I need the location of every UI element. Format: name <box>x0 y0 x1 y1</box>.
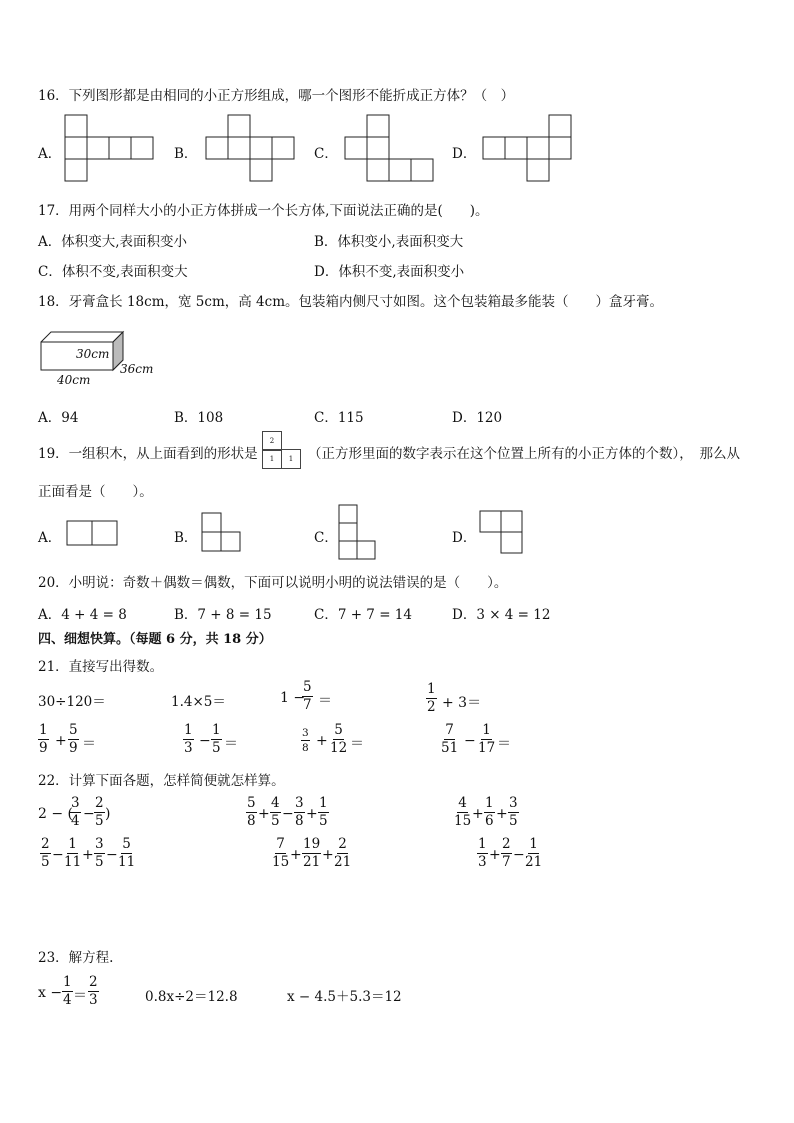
q22-expr-b-frac-2 <box>270 797 281 828</box>
q21-expr-6-op: − <box>199 733 211 749</box>
q16-option-d[interactable]: D． <box>452 146 477 162</box>
q21-expr-6-frac-2 <box>211 724 222 755</box>
numerator: 1 <box>482 722 491 738</box>
denominator: 7 <box>502 853 511 870</box>
q16-net-b <box>205 114 299 184</box>
q18-width-label: 36cm <box>120 362 154 376</box>
section-4-title: 四、细想快算。（每题 6 分，共 18 分） <box>38 632 272 647</box>
q20-text: 20．小明说：奇数＋偶数＝偶数，下面可以说明小明的说法错误的是（ ）。 <box>38 575 508 591</box>
q21-expr-5-frac-1 <box>38 724 49 755</box>
q22-expr-b-op-3: + <box>306 806 318 822</box>
q22-expr-f-frac-2 <box>501 838 512 869</box>
numerator: 3 <box>295 795 304 811</box>
q21-expr-8-op: − <box>464 733 476 749</box>
denominator: 5 <box>95 853 104 870</box>
numerator: 19 <box>303 836 321 852</box>
numerator: 1 <box>184 722 193 738</box>
denominator: 3 <box>478 853 487 870</box>
q21-expr-3-equals: ＝ <box>318 693 332 709</box>
q22-expr-e-frac-3 <box>334 838 351 869</box>
q21-expr-5-op: + <box>55 733 67 749</box>
q16-net-a <box>64 114 158 184</box>
denominator: 51 <box>441 739 459 756</box>
denominator: 5 <box>271 812 280 829</box>
numerator: 2 <box>95 795 104 811</box>
denominator: 5 <box>319 812 328 829</box>
q22-expr-b-frac-4 <box>318 797 329 828</box>
numerator: 3 <box>302 727 309 739</box>
numerator: 7 <box>445 722 454 738</box>
numerator: 5 <box>69 722 78 738</box>
denominator: 4 <box>71 812 80 829</box>
q21-expr-7-frac-2 <box>330 724 347 755</box>
numerator: 1 <box>427 681 436 697</box>
q21-expr-2: 1.4×5＝ <box>171 694 226 710</box>
q16-option-c[interactable]: C． <box>314 146 338 162</box>
q19-top-view-cell: 1 <box>281 449 301 469</box>
q22-expr-a-op: − <box>83 806 95 822</box>
q17-option-c[interactable]: C．体积不变,表面积变大 <box>38 264 188 280</box>
q23-eq-a-prefix: x − <box>38 985 63 1001</box>
q20-option-c[interactable]: C．7 + 7 = 14 <box>314 607 412 623</box>
q22-expr-c-frac-2 <box>484 797 495 828</box>
denominator: 9 <box>69 739 78 756</box>
q21-expr-7-frac-1 <box>301 728 310 753</box>
q23-eq-a-frac-2 <box>88 976 99 1007</box>
numerator: 1 <box>63 974 72 990</box>
numerator: 5 <box>247 795 256 811</box>
numerator: 2 <box>89 974 98 990</box>
q18-length-label: 40cm <box>57 373 91 387</box>
numerator: 1 <box>39 722 48 738</box>
q20-option-b[interactable]: B．7 + 8 = 15 <box>174 607 272 623</box>
q22-expr-b-op-1: + <box>258 806 270 822</box>
q21-expr-8-equals: ＝ <box>497 736 511 752</box>
denominator: 8 <box>295 812 304 829</box>
denominator: 3 <box>184 739 193 756</box>
denominator: 4 <box>63 991 72 1008</box>
q22-expr-c-frac-1 <box>454 797 471 828</box>
q21-expr-4-fraction <box>426 683 437 714</box>
q17-option-a[interactable]: A．体积变大,表面积变小 <box>38 234 188 250</box>
denominator: 5 <box>41 853 50 870</box>
denominator: 8 <box>302 741 309 754</box>
q16-net-d <box>482 114 576 184</box>
q19-view-c <box>338 504 380 562</box>
q23-eq-c: x − 4.5＋5.3＝12 <box>287 989 402 1005</box>
q16-option-a[interactable]: A． <box>38 146 62 162</box>
q21-expr-1: 30÷120＝ <box>38 694 106 710</box>
denominator: 21 <box>334 853 352 870</box>
q21-expr-5-frac-2 <box>68 724 79 755</box>
q21-expr-5-equals: ＝ <box>82 736 96 752</box>
denominator: 15 <box>454 812 472 829</box>
q22-expr-e-frac-1 <box>272 838 289 869</box>
q19-view-a <box>66 520 120 548</box>
q21-expr-8-frac-1 <box>441 724 458 755</box>
q20-option-d[interactable]: D．3 × 4 = 12 <box>452 607 551 623</box>
q18-option-b[interactable]: B．108 <box>174 410 224 426</box>
denominator: 9 <box>39 739 48 756</box>
denominator: 5 <box>509 812 518 829</box>
denominator: 21 <box>303 853 321 870</box>
q19-option-d[interactable]: D． <box>452 530 477 546</box>
q22-expr-d-op-3: − <box>106 847 118 863</box>
denominator: 6 <box>485 812 494 829</box>
q18-height-label: 30cm <box>76 347 110 361</box>
denominator: 12 <box>330 739 348 756</box>
numerator: 2 <box>338 836 347 852</box>
q19-top-view-cell: 1 <box>262 449 282 469</box>
q19-text-after: （正方形里面的数字表示在这个位置上所有的小正方体的个数）， 那么从 <box>308 446 740 462</box>
q22-expr-f-op-1: + <box>489 847 501 863</box>
denominator: 5 <box>212 739 221 756</box>
q22-expr-d-op-2: + <box>82 847 94 863</box>
numerator: 4 <box>271 795 280 811</box>
q21-expr-8-frac-2 <box>478 724 495 755</box>
q16-net-c <box>344 114 438 184</box>
q22-expr-d-op-1: − <box>52 847 64 863</box>
denominator: 11 <box>64 853 82 870</box>
numerator: 2 <box>41 836 50 852</box>
numerator: 5 <box>334 722 343 738</box>
q22-expr-b-op-2: − <box>282 806 294 822</box>
numerator: 3 <box>71 795 80 811</box>
numerator: 5 <box>303 679 312 695</box>
q23-eq-b: 0.8x÷2＝12.8 <box>145 989 238 1005</box>
q19-option-a[interactable]: A． <box>38 530 62 546</box>
q22-expr-e-frac-2 <box>302 838 321 869</box>
q19-option-c[interactable]: C． <box>314 530 338 546</box>
q18-text: 18．牙膏盒长 18cm，宽 5cm，高 4cm。包装箱内侧尺寸如图。这个包装箱最多能装（ ）盒牙膏。 <box>38 294 663 310</box>
numerator: 5 <box>122 836 131 852</box>
q19-option-b[interactable]: B． <box>174 530 198 546</box>
q17-option-d[interactable]: D．体积不变,表面积变小 <box>314 264 465 280</box>
numerator: 1 <box>319 795 328 811</box>
q20-option-a[interactable]: A．4 + 4 = 8 <box>38 607 127 623</box>
q19-view-b <box>201 512 245 554</box>
q18-option-d[interactable]: D．120 <box>452 410 503 426</box>
q17-option-b[interactable]: B．体积变小,表面积变大 <box>314 234 464 250</box>
q22-expr-c-op-2: + <box>496 806 508 822</box>
q22-expr-f-frac-3 <box>525 838 542 869</box>
q22-expr-c-op-1: + <box>472 806 484 822</box>
q21-expr-4-rest: + 3＝ <box>442 695 482 711</box>
q22-expr-e-op-2: + <box>322 847 334 863</box>
denominator: 17 <box>478 739 496 756</box>
q21-expr-6-frac-1 <box>183 724 194 755</box>
q22-expr-a-prefix: 2 − ( <box>38 806 73 822</box>
q22-expr-d-frac-4 <box>118 838 135 869</box>
q23-eq-a-equals: ＝ <box>73 988 87 1004</box>
q22-expr-f-op-2: − <box>513 847 525 863</box>
q22-expr-a-close: ) <box>105 806 111 822</box>
q22-expr-a-frac-1 <box>70 797 81 828</box>
q22-text: 22．计算下面各题，怎样简便就怎样算。 <box>38 773 285 789</box>
q19-top-view <box>262 431 304 469</box>
q22-expr-d-frac-2 <box>64 838 81 869</box>
q18-option-c[interactable]: C．115 <box>314 410 364 426</box>
denominator: 7 <box>303 696 312 713</box>
q21-text: 21．直接写出得数。 <box>38 659 164 675</box>
denominator: 15 <box>272 853 290 870</box>
q22-expr-d-frac-1 <box>40 838 51 869</box>
q19-view-d <box>479 510 525 556</box>
q21-expr-3-fraction <box>302 681 313 712</box>
q22-expr-a-frac-2 <box>94 797 105 828</box>
q19-top-view-cell: 2 <box>262 431 282 451</box>
denominator: 8 <box>247 812 256 829</box>
q17-text: 17．用两个同样大小的小正方体拼成一个长方体,下面说法正确的是( )。 <box>38 203 489 219</box>
numerator: 1 <box>529 836 538 852</box>
denominator: 5 <box>95 812 104 829</box>
q19-text-line2: 正面看是（ ）。 <box>38 484 153 500</box>
numerator: 3 <box>95 836 104 852</box>
numerator: 2 <box>502 836 511 852</box>
q16-option-b[interactable]: B． <box>174 146 198 162</box>
q23-text: 23．解方程. <box>38 950 114 966</box>
numerator: 1 <box>478 836 487 852</box>
denominator: 21 <box>525 853 543 870</box>
q22-expr-b-frac-1 <box>246 797 257 828</box>
q22-expr-d-frac-3 <box>94 838 105 869</box>
numerator: 1 <box>212 722 221 738</box>
denominator: 2 <box>427 698 436 715</box>
numerator: 1 <box>485 795 494 811</box>
numerator: 4 <box>458 795 467 811</box>
denominator: 3 <box>89 991 98 1008</box>
q21-expr-7-op: + <box>316 733 328 749</box>
q21-expr-3-prefix: 1 − <box>280 690 306 706</box>
q22-expr-c-frac-3 <box>508 797 519 828</box>
q16-text: 16．下列图形都是由相同的小正方形组成，哪一个图形不能折成正方体？（ ） <box>38 88 515 104</box>
q22-expr-b-frac-3 <box>294 797 305 828</box>
q18-option-a[interactable]: A．94 <box>38 410 79 426</box>
q19-text-before: 19．一组积木，从上面看到的形状是 <box>38 446 258 462</box>
numerator: 3 <box>509 795 518 811</box>
q21-expr-6-equals: ＝ <box>224 736 238 752</box>
q22-expr-f-frac-1 <box>477 838 488 869</box>
q22-expr-e-op-1: + <box>290 847 302 863</box>
numerator: 1 <box>68 836 77 852</box>
denominator: 11 <box>118 853 136 870</box>
q23-eq-a-frac-1 <box>62 976 73 1007</box>
numerator: 7 <box>276 836 285 852</box>
q21-expr-7-equals: ＝ <box>350 736 364 752</box>
